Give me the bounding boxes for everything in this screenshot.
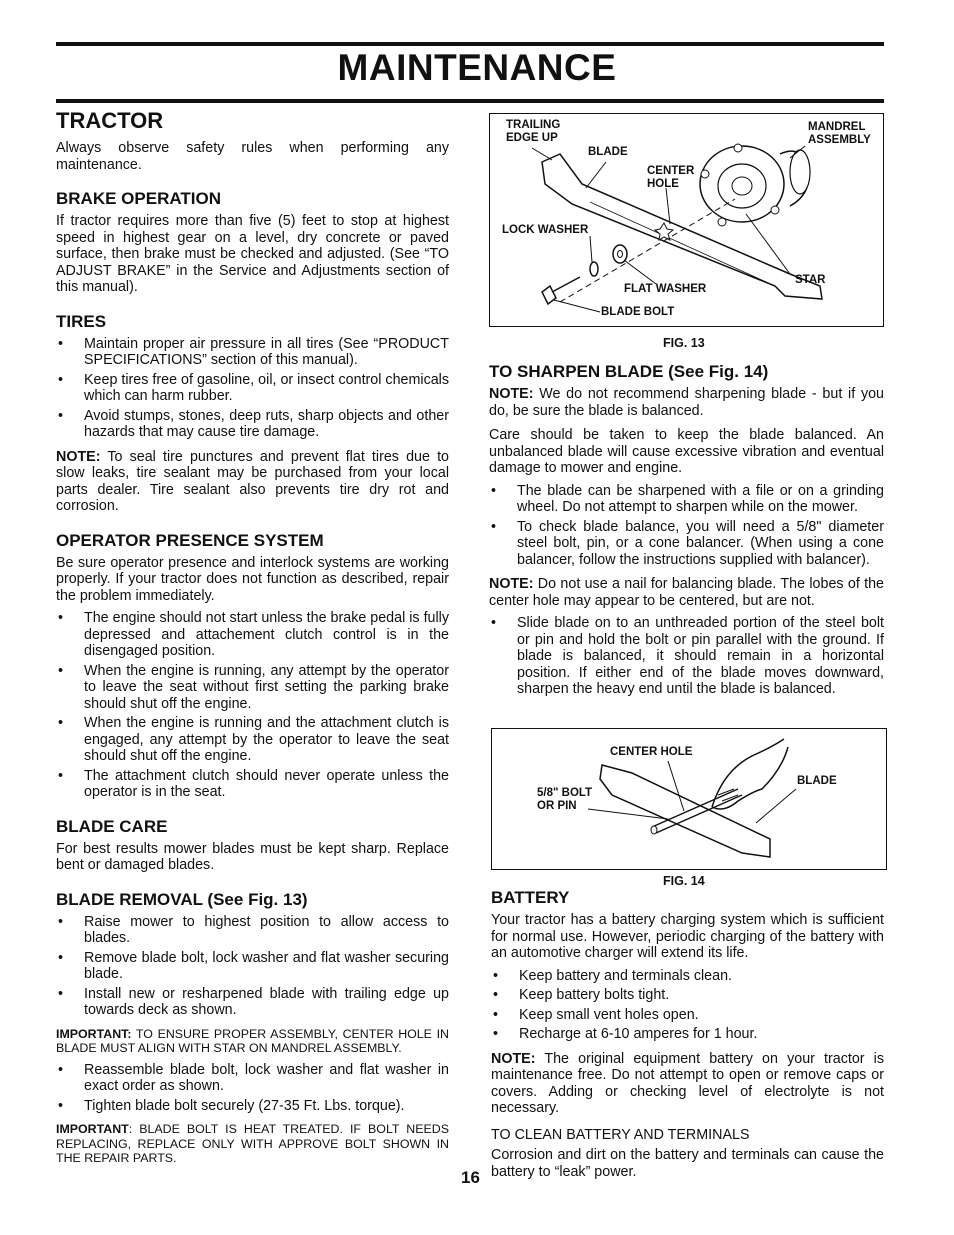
label-blade: BLADE [797,775,837,787]
list-item: • Reassemble blade bolt, lock washer and flat washer in exact order as shown. [56,1062,449,1095]
important-label: IMPORTANT: [56,1026,132,1041]
blade-removal-heading: BLADE REMOVAL (See Fig. 13) [56,889,308,909]
label-trailing-edge: TRAILING EDGE UP [506,119,561,144]
sharpen-note-1 [489,386,884,419]
important-bolt [56,1122,449,1166]
list-item: • When the engine is running, any attempt by the operator to leave the seat without first setting the parking brake should shut off the engine. [56,663,449,713]
important-assembly [56,1027,449,1056]
list-item: • Recharge at 6-10 amperes for 1 hour. [491,1026,884,1043]
label-blade-bolt: BLADE BOLT [601,306,675,318]
list-item: • Maintain proper air pressure in all tires (See “PRODUCT SPECIFICATIONS” section of this manual). [56,336,449,369]
top-rule [56,42,884,46]
label-lock-washer: LOCK WASHER [502,224,589,236]
left-column [56,108,449,1172]
list-item: • Remove blade bolt, lock washer and flat washer securing blade. [56,950,449,983]
clean-battery-text: Corrosion and dirt on the battery and terminals can cause the battery to “leak” power. [491,1147,884,1180]
list-item: • The blade can be sharpened with a file or on a grinding wheel. Do not attempt to sharpen while on the mower. [489,483,884,516]
note-text: The original equipment battery on your tractor is maintenance free. Do not attempt to open or remove caps or covers. Adding or checking level of electrolyte is not necessary. [491,1050,884,1116]
list-item: • Avoid stumps, stones, deep ruts, sharp objects and other hazards that may cause tire damage. [56,408,449,441]
note-text: To seal tire punctures and prevent flat tires due to slow leaks, tire sealant may be purchased from your local parts dealer. Tire sealant also prevents tire dry rot and corrosion. [56,448,449,514]
figure-13-caption: FIG. 13 [663,336,705,350]
label-bolt-or-pin: 5/8" BOLT OR PIN [537,787,593,812]
sharpen-heading: TO SHARPEN BLADE (See Fig. 14) [489,362,769,381]
blade-removal-list [56,914,449,1019]
operator-heading: OPERATOR PRESENCE SYSTEM [56,530,324,550]
tractor-intro: Always observe safety rules when performing any maintenance. [56,140,449,173]
battery-intro: Your tractor has a battery charging system which is sufficient for normal use. However, periodic charging of the battery with an automotive charger will extend its life. [491,912,884,961]
note-text: Do not use a nail for balancing blade. The lobes of the center hole may appear to be centered, but are not. [489,576,884,609]
important-text: : BLADE BOLT IS HEAT TREATED. IF BOLT NEEDS REPLACING, REPLACE ONLY WITH APPROVE BOLT SHOWN IN THE REPAIR PARTS. [56,1122,449,1165]
list-item: • Keep small vent holes open. [491,1007,884,1024]
battery-section [491,888,884,1186]
note-label: NOTE: [489,576,534,592]
label-center-hole: CENTER HOLE [647,165,695,190]
operator-intro: Be sure operator presence and interlock systems are working properly. If your tractor does not function as described, repair the problem immediately. [56,554,449,604]
figure-14-caption: FIG. 14 [663,874,705,888]
sharpen-list [489,483,884,569]
blade-care-text: For best results mower blades must be kept sharp. Replace bent or damaged blades. [56,840,449,873]
battery-heading: BATTERY [491,888,570,907]
important-text: TO ENSURE PROPER ASSEMBLY, CENTER HOLE IN BLADE MUST ALIGN WITH STAR ON MANDREL ASSEMBLY. [56,1026,449,1055]
figure-14 [491,728,887,870]
operator-list [56,610,449,801]
list-item: • When the engine is running and the attachment clutch is engaged, any attempt by the operator to leave the seat should shut off the engine. [56,715,449,765]
sharpen-list-2 [489,615,884,698]
list-item: • Raise mower to highest position to allow access to blades. [56,914,449,947]
blade-care-heading: BLADE CARE [56,816,168,836]
battery-note [491,1051,884,1117]
note-text: We do not recommend sharpening blade - but if you do, be sure the blade is balanced. [489,386,884,419]
sharpen-para: Care should be taken to keep the blade balanced. An unbalanced blade will cause excessive vibration and eventual damage to mower and engine. [489,427,884,476]
label-mandrel-assembly: MANDREL ASSEMBLY [808,121,871,146]
page-title: MAINTENANCE [337,47,617,88]
sharpen-note-2 [489,576,884,609]
figure-13 [489,113,884,327]
tractor-heading: TRACTOR [56,108,164,133]
list-item: • Keep tires free of gasoline, oil, or insect control chemicals which can harm rubber. [56,372,449,405]
list-item: • To check blade balance, you will need a 5/8" diameter steel bolt, pin, or a cone balancer. (When using a cone balancer, follow the instructions supplied with balancer). [489,519,884,569]
label-flat-washer: FLAT WASHER [624,283,707,295]
tires-note [56,449,449,515]
note-label: NOTE: [489,386,534,402]
title-underline [56,99,884,103]
label-star: STAR [795,274,826,286]
list-item: • Install new or resharpened blade with trailing edge up towards deck as shown. [56,986,449,1019]
list-item: • The engine should not start unless the brake pedal is fully depressed and attachement clutch control is in the disengaged position. [56,610,449,660]
right-column [489,358,884,706]
tires-list [56,336,449,441]
note-label: NOTE: [56,448,101,465]
brake-heading: BRAKE OPERATION [56,189,221,208]
label-center-hole: CENTER HOLE [610,746,693,758]
list-item: • Keep battery bolts tight. [491,987,884,1004]
list-item: • Slide blade on to an unthreaded portion of the steel bolt or pin and hold the bolt or pin parallel with the ground. If blade is balanced, it should remain in a horizontal position. If either end of the blade moves downward, sharpen the heavy end until the blade is balanced. [489,615,884,698]
label-blade: BLADE [588,146,628,158]
blade-removal-list-2 [56,1062,449,1115]
important-label: IMPORTANT [56,1122,129,1136]
page-number: 16 [461,1168,480,1187]
list-item: • The attachment clutch should never operate unless the operator is in the seat. [56,768,449,801]
brake-text: If tractor requires more than five (5) feet to stop at highest speed in highest gear on a level, dry concrete or paved surface, then brake must be checked and adjusted. (See “TO ADJUST BRAKE” in the Service and Adjustments section of this manual). [56,213,449,295]
clean-battery-heading: TO CLEAN BATTERY AND TERMINALS [491,1126,750,1143]
tires-heading: TIRES [56,311,107,331]
list-item: • Tighten blade bolt securely (27-35 Ft. Lbs. torque). [56,1098,449,1115]
list-item: • Keep battery and terminals clean. [491,968,884,985]
note-label: NOTE: [491,1050,536,1067]
battery-list [491,968,884,1043]
